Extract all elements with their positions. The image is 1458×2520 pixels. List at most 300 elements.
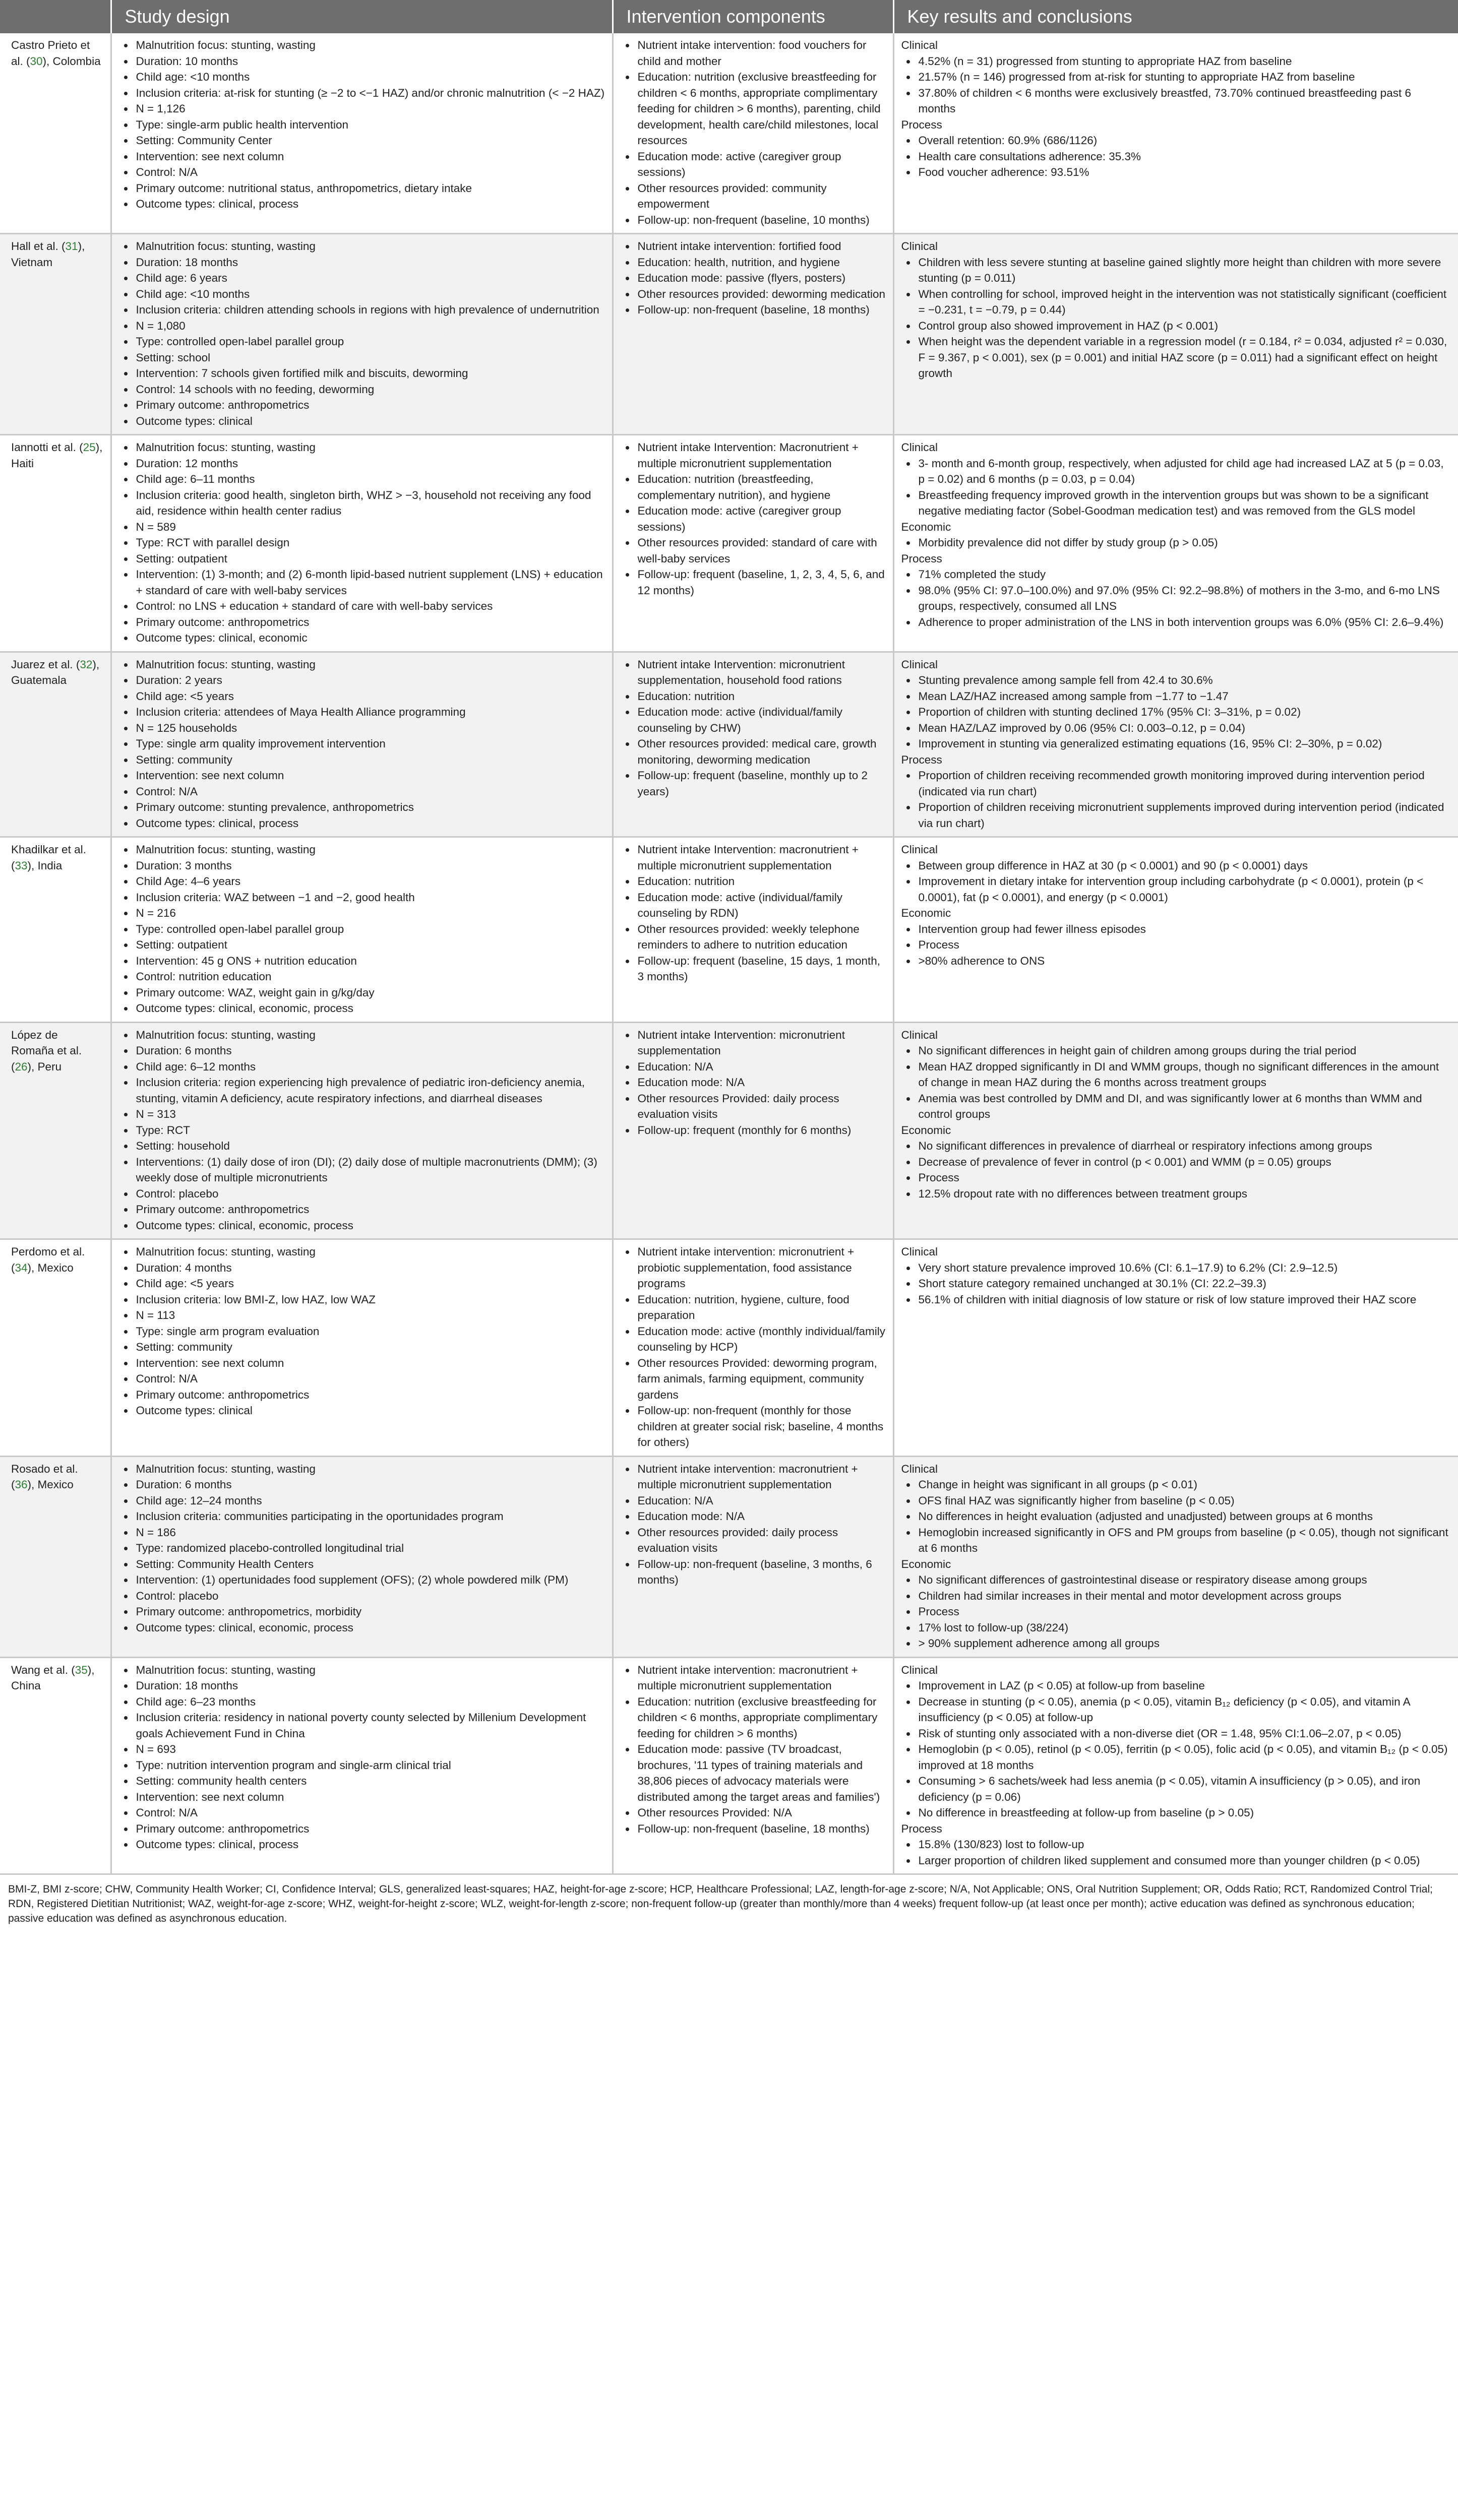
intervention-components-cell <box>613 435 893 652</box>
design-item: Setting: community health centers <box>119 1773 605 1789</box>
design-item: Primary outcome: anthropometrics <box>119 1202 605 1218</box>
results-section-heading: Clinical <box>901 1462 938 1475</box>
component-item: Follow-up: frequent (baseline, monthly up to 2 years) <box>621 768 886 799</box>
result-item: Health care consultations adherence: 35.3% <box>901 149 1451 165</box>
components-list <box>621 842 886 985</box>
component-item: Nutrient intake intervention: fortified food <box>621 238 886 255</box>
result-item: No significant differences in height gain of children among groups during the trial period <box>901 1043 1451 1059</box>
results-section-heading: Process <box>901 1822 942 1835</box>
study-design-list <box>119 842 605 1017</box>
result-item: Mean LAZ/HAZ increased among sample from −1.77 to −1.47 <box>901 688 1451 705</box>
components-list <box>621 37 886 228</box>
result-item: Overall retention: 60.9% (686/1126) <box>901 133 1451 149</box>
study-country: ), Vietnam <box>11 240 85 269</box>
result-item: No differences in height evaluation (adjusted and unadjusted) between groups at 6 months <box>901 1508 1451 1525</box>
study-author: López de Romaña et al. ( <box>11 1028 82 1073</box>
results-list <box>901 1678 1451 1821</box>
results-section-heading: Clinical <box>901 441 938 454</box>
design-item: Primary outcome: anthropometrics <box>119 1821 605 1837</box>
design-item: N = 125 households <box>119 720 605 736</box>
components-list <box>621 238 886 318</box>
design-item: Type: RCT with parallel design <box>119 535 605 551</box>
study-country: ), India <box>27 859 63 872</box>
study-cell <box>0 652 111 837</box>
design-item: Intervention: 45 g ONS + nutrition education <box>119 953 605 969</box>
table-row <box>0 837 1458 1023</box>
study-country: ), Mexico <box>27 1478 74 1491</box>
design-item: Control: N/A <box>119 164 605 180</box>
design-item: Control: placebo <box>119 1588 605 1604</box>
table-row <box>0 1456 1458 1657</box>
result-item: Very short stature prevalence improved 10.6% (CI: 6.1–17.9) to 6.2% (CI: 2.9–12.5) <box>901 1260 1451 1276</box>
design-item: Duration: 18 months <box>119 1678 605 1694</box>
reference-link[interactable]: 25 <box>83 441 96 454</box>
component-item: Other resources Provided: deworming program, farm animals, farming equipment, community gardens <box>621 1355 886 1403</box>
design-item: Type: randomized placebo-controlled longitudinal trial <box>119 1540 605 1556</box>
design-item: N = 113 <box>119 1307 605 1324</box>
design-item: Child age: <10 months <box>119 286 605 302</box>
component-item: Education mode: active (caregiver group sessions) <box>621 503 886 535</box>
results-section-heading: Clinical <box>901 843 938 856</box>
result-item: Process <box>901 1170 1451 1186</box>
design-item: Control: placebo <box>119 1186 605 1202</box>
result-item: Children with less severe stunting at baseline gained slightly more height than children with more severe stunting (p = 0.011) <box>901 255 1451 286</box>
header-study-design: Study design <box>111 0 613 33</box>
study-design-cell <box>111 435 613 652</box>
result-item: Anemia was best controlled by DMM and DI, and was significantly lower at 6 months than WMM and control groups <box>901 1091 1451 1122</box>
results-list <box>901 456 1451 519</box>
result-item: Decrease of prevalence of fever in control (p < 0.001) and WMM (p = 0.05) groups <box>901 1154 1451 1170</box>
results-list <box>901 858 1451 906</box>
reference-link[interactable]: 33 <box>15 859 28 872</box>
component-item: Follow-up: non-frequent (baseline, 18 months) <box>621 302 886 318</box>
result-item: Breastfeeding frequency improved growth in the intervention groups but was shown to be a significant negative mediating factor (Sobel-Goodman medication test) and was removed from the GLS model <box>901 487 1451 519</box>
design-item: Type: nutrition intervention program and single-arm clinical trial <box>119 1757 605 1774</box>
result-item: Intervention group had fewer illness episodes <box>901 921 1451 937</box>
design-item: N = 693 <box>119 1741 605 1757</box>
design-item: N = 1,126 <box>119 101 605 117</box>
component-item: Education mode: active (monthly individual/family counseling by HCP) <box>621 1324 886 1355</box>
component-item: Nutrient intake Intervention: macronutrient + multiple micronutrient supplementation <box>621 842 886 873</box>
design-item: Outcome types: clinical, process <box>119 1837 605 1853</box>
design-item: Setting: community <box>119 1339 605 1355</box>
table-row <box>0 33 1458 234</box>
result-item: Adherence to proper administration of the LNS in both intervention groups was 6.0% (95% CI: 2.6–9.4%) <box>901 614 1451 631</box>
study-cell <box>0 234 111 435</box>
intervention-components-cell <box>613 1022 893 1239</box>
study-design-cell <box>111 1657 613 1874</box>
result-item: Short stature category remained unchanged at 30.1% (CI: 22.2–39.3) <box>901 1276 1451 1292</box>
results-section-heading: Clinical <box>901 658 938 671</box>
result-item: Mean HAZ dropped significantly in DI and WMM groups, though no significant differences in the amount of change in mean HAZ during the 6 months across treatment groups <box>901 1059 1451 1091</box>
reference-link[interactable]: 26 <box>15 1060 28 1073</box>
design-item: Inclusion criteria: children attending schools in regions with high prevalence of undernutrition <box>119 302 605 318</box>
design-item: Primary outcome: anthropometrics <box>119 397 605 413</box>
intervention-components-cell <box>613 837 893 1023</box>
study-country: ), China <box>11 1663 95 1692</box>
study-country: ), Peru <box>27 1060 62 1073</box>
component-item: Nutrient intake Intervention: micronutrient supplementation, household food rations <box>621 657 886 688</box>
result-item: 17% lost to follow-up (38/224) <box>901 1620 1451 1636</box>
design-item: Outcome types: clinical, economic, process <box>119 1620 605 1636</box>
design-item: Intervention: see next column <box>119 1789 605 1805</box>
design-item: Primary outcome: nutritional status, anthropometrics, dietary intake <box>119 180 605 197</box>
design-item: Malnutrition focus: stunting, wasting <box>119 1461 605 1477</box>
design-item: Inclusion criteria: at-risk for stunting (≥ −2 to <−1 HAZ) and/or chronic malnutrition (< −2 HAZ) <box>119 85 605 101</box>
design-item: Malnutrition focus: stunting, wasting <box>119 657 605 673</box>
design-item: Duration: 6 months <box>119 1477 605 1493</box>
key-results-cell <box>893 1657 1458 1874</box>
study-country: ), Guatemala <box>11 658 100 686</box>
results-list <box>901 672 1451 752</box>
reference-link[interactable]: 31 <box>65 240 78 253</box>
design-item: Primary outcome: WAZ, weight gain in g/kg/day <box>119 985 605 1001</box>
design-item: Inclusion criteria: region experiencing high prevalence of pediatric iron-deficiency anemia, stunting, vitamin A deficiency, acute respiratory infections, and diarrheal diseases <box>119 1075 605 1106</box>
study-author: Castro Prieto et al. ( <box>11 39 90 68</box>
design-item: Primary outcome: anthropometrics <box>119 614 605 631</box>
design-item: Control: N/A <box>119 1805 605 1821</box>
design-item: Intervention: see next column <box>119 149 605 165</box>
intervention-components-cell <box>613 1456 893 1657</box>
results-section-heading: Clinical <box>901 1663 938 1676</box>
study-design-cell <box>111 234 613 435</box>
key-results-cell <box>893 435 1458 652</box>
header-row <box>0 0 1458 33</box>
result-item: Control group also showed improvement in HAZ (p < 0.001) <box>901 318 1451 334</box>
study-country: ), Haiti <box>11 441 103 470</box>
intervention-components-cell <box>613 1657 893 1874</box>
design-item: Child age: 12–24 months <box>119 1493 605 1509</box>
result-item: When controlling for school, improved height in the intervention was not statistically significant (coefficient = −0.231, t = −0.79, p = 0.44) <box>901 286 1451 318</box>
result-item: Proportion of children receiving recommended growth monitoring improved during intervention period (indicated via run chart) <box>901 768 1451 799</box>
design-item: N = 1,080 <box>119 318 605 334</box>
key-results-cell <box>893 1239 1458 1457</box>
result-item: Stunting prevalence among sample fell from 42.4 to 30.6% <box>901 672 1451 688</box>
results-list <box>901 1477 1451 1556</box>
results-section-heading: Economic <box>901 520 951 533</box>
result-item: OFS final HAZ was significantly higher from baseline (p < 0.05) <box>901 1493 1451 1509</box>
design-item: Duration: 6 months <box>119 1043 605 1059</box>
component-item: Follow-up: frequent (baseline, 15 days, 1 month, 3 months) <box>621 953 886 985</box>
study-design-list <box>119 657 605 832</box>
result-item: > 90% supplement adherence among all groups <box>901 1635 1451 1652</box>
components-list <box>621 657 886 800</box>
intervention-components-cell <box>613 234 893 435</box>
results-section-heading: Clinical <box>901 1028 938 1041</box>
table-footnote: BMI-Z, BMI z-score; CHW, Community Health Worker; CI, Confidence Interval; GLS, generalized least-squares; HAZ, height-for-age z-score; HCP, Healthcare Professional; LAZ, length-for-age z-score; N/A, Not Applicable; ONS, Oral Nutrition Supplement; OR, Odds Ratio; RCT, Randomized Control Trial; RDN, Registered Dietitian Nutritionist; WAZ, weight-for-age z-score; WHZ, weight-for-height z-score; WLZ, weight-for-length z-score; non-frequent follow-up (greater than monthly/more than 4 weeks) frequent follow-up (at least once per month); active education was defined as synchronous education; passive education was defined as asynchronous education. <box>8 1883 1433 1924</box>
component-item: Nutrient intake Intervention: Macronutrient + multiple micronutrient supplementation <box>621 439 886 471</box>
design-item: Intervention: (1) 3-month; and (2) 6-month lipid-based nutrient supplement (LNS) + education + standard of care with well-baby services <box>119 566 605 598</box>
study-cell <box>0 1022 111 1239</box>
design-item: Child age: 6–23 months <box>119 1694 605 1710</box>
result-item: 4.52% (n = 31) progressed from stunting to appropriate HAZ from baseline <box>901 53 1451 70</box>
reference-link[interactable]: 36 <box>15 1478 28 1491</box>
component-item: Education mode: active (individual/family counseling by RDN) <box>621 890 886 921</box>
study-cell <box>0 33 111 234</box>
component-item: Education: N/A <box>621 1059 886 1075</box>
design-item: Intervention: see next column <box>119 768 605 784</box>
results-list <box>901 1837 1451 1868</box>
reference-link[interactable]: 34 <box>15 1261 28 1274</box>
study-author: Perdomo et al. ( <box>11 1245 85 1274</box>
design-item: Outcome types: clinical <box>119 413 605 429</box>
study-design-cell <box>111 837 613 1023</box>
results-list <box>901 1572 1451 1652</box>
study-country: ), Colombia <box>42 54 101 68</box>
table-header <box>0 0 1458 33</box>
table-body <box>0 33 1458 1874</box>
result-item: 56.1% of children with initial diagnosis of low stature or risk of low stature improved their HAZ score <box>901 1292 1451 1308</box>
study-design-cell <box>111 1456 613 1657</box>
design-item: Type: single-arm public health intervention <box>119 117 605 133</box>
design-item: Control: nutrition education <box>119 969 605 985</box>
results-section-heading: Process <box>901 552 942 565</box>
component-item: Nutrient intake intervention: micronutrient + probiotic supplementation, food assistance programs <box>621 1244 886 1292</box>
key-results-cell <box>893 1456 1458 1657</box>
study-design-list <box>119 1461 605 1636</box>
result-item: No significant differences of gastrointestinal disease or respiratory disease among groups <box>901 1572 1451 1588</box>
results-list <box>901 1260 1451 1308</box>
result-item: Consuming > 6 sachets/week had less anemia (p < 0.05), vitamin A insufficiency (p > 0.05), and iron deficiency (p = 0.06) <box>901 1773 1451 1805</box>
result-item: Proportion of children with stunting declined 17% (95% CI: 3–31%, p = 0.02) <box>901 704 1451 720</box>
design-item: Malnutrition focus: stunting, wasting <box>119 1662 605 1678</box>
design-item: Primary outcome: anthropometrics <box>119 1387 605 1403</box>
result-item: Improvement in LAZ (p < 0.05) at follow-up from baseline <box>901 1678 1451 1694</box>
design-item: Child age: 6 years <box>119 270 605 286</box>
result-item: 71% completed the study <box>901 566 1451 583</box>
study-design-list <box>119 1662 605 1853</box>
component-item: Education mode: N/A <box>621 1508 886 1525</box>
results-section-heading: Process <box>901 118 942 131</box>
study-design-list <box>119 37 605 212</box>
component-item: Education: nutrition (breastfeeding, complementary nutrition), and hygiene <box>621 471 886 503</box>
result-item: When height was the dependent variable in a regression model (r = 0.184, r² = 0.034, adjusted r² = 0.030, F = 9.367, p < 0.001), sex (p = 0.001) and initial HAZ score (p = 0.011) had a significant effect on height growth <box>901 334 1451 382</box>
design-item: Outcome types: clinical <box>119 1403 605 1419</box>
design-item: Duration: 12 months <box>119 456 605 472</box>
result-item: Children had similar increases in their mental and motor development across groups <box>901 1588 1451 1604</box>
component-item: Education mode: passive (flyers, posters) <box>621 270 886 286</box>
header-study <box>0 0 111 33</box>
study-cell <box>0 435 111 652</box>
result-item: Change in height was significant in all groups (p < 0.01) <box>901 1477 1451 1493</box>
design-item: Type: single arm program evaluation <box>119 1324 605 1340</box>
intervention-components-cell <box>613 652 893 837</box>
design-item: Primary outcome: stunting prevalence, anthropometrics <box>119 799 605 815</box>
design-item: Child Age: 4–6 years <box>119 873 605 890</box>
result-item: 15.8% (130/823) lost to follow-up <box>901 1837 1451 1853</box>
result-item: 12.5% dropout rate with no differences between treatment groups <box>901 1186 1451 1202</box>
result-item: Morbidity prevalence did not differ by study group (p > 0.05) <box>901 535 1451 551</box>
component-item: Other resources provided: community empowerment <box>621 180 886 212</box>
design-item: Malnutrition focus: stunting, wasting <box>119 37 605 53</box>
table-row <box>0 234 1458 435</box>
design-item: N = 186 <box>119 1525 605 1541</box>
design-item: Duration: 3 months <box>119 858 605 874</box>
result-item: No significant differences in prevalence of diarrheal or respiratory infections among groups <box>901 1138 1451 1154</box>
result-item: Food voucher adherence: 93.51% <box>901 164 1451 180</box>
study-cell <box>0 837 111 1023</box>
table-row <box>0 1022 1458 1239</box>
components-list <box>621 439 886 598</box>
design-item: N = 313 <box>119 1106 605 1122</box>
result-item: 21.57% (n = 146) progressed from at-risk for stunting to appropriate HAZ from baseline <box>901 69 1451 85</box>
results-section-heading: Economic <box>901 1123 951 1137</box>
design-item: Child age: <5 years <box>119 688 605 705</box>
design-item: Type: single arm quality improvement intervention <box>119 736 605 752</box>
design-item: Setting: outpatient <box>119 937 605 953</box>
design-item: Child age: 6–11 months <box>119 471 605 487</box>
header-intervention-components: Intervention components <box>613 0 893 33</box>
component-item: Education mode: active (individual/family counseling by CHW) <box>621 704 886 736</box>
study-design-cell <box>111 652 613 837</box>
component-item: Education: nutrition <box>621 873 886 890</box>
design-item: Intervention: see next column <box>119 1355 605 1371</box>
results-section-heading: Clinical <box>901 240 938 253</box>
component-item: Follow-up: non-frequent (baseline, 18 months) <box>621 1821 886 1837</box>
study-author: Khadilkar et al. ( <box>11 843 86 872</box>
design-item: Duration: 2 years <box>119 672 605 688</box>
table-row <box>0 1657 1458 1874</box>
components-list <box>621 1244 886 1451</box>
component-item: Nutrient intake intervention: macronutrient + multiple micronutrient supplementation <box>621 1662 886 1694</box>
results-section-heading: Clinical <box>901 1245 938 1258</box>
component-item: Education: health, nutrition, and hygiene <box>621 255 886 271</box>
study-design-list <box>119 1027 605 1234</box>
component-item: Other resources Provided: N/A <box>621 1805 886 1821</box>
design-item: Inclusion criteria: WAZ between −1 and −2, good health <box>119 890 605 906</box>
reference-link[interactable]: 35 <box>75 1663 88 1676</box>
intervention-components-cell <box>613 33 893 234</box>
design-item: Type: controlled open-label parallel group <box>119 921 605 937</box>
design-item: Malnutrition focus: stunting, wasting <box>119 439 605 456</box>
design-item: Inclusion criteria: attendees of Maya Health Alliance programming <box>119 704 605 720</box>
results-list <box>901 1043 1451 1122</box>
design-item: Malnutrition focus: stunting, wasting <box>119 238 605 255</box>
result-item: Mean HAZ/LAZ improved by 0.06 (95% CI: 0.003–0.12, p = 0.04) <box>901 720 1451 736</box>
results-list <box>901 535 1451 551</box>
result-item: Hemoglobin increased significantly in OFS and PM groups from baseline (p < 0.05), though not significant at 6 months <box>901 1525 1451 1556</box>
design-item: Outcome types: clinical, economic <box>119 630 605 646</box>
design-item: Outcome types: clinical, process <box>119 196 605 212</box>
component-item: Education mode: N/A <box>621 1075 886 1091</box>
design-item: Intervention: (1) opertunidades food supplement (OFS); (2) whole powdered milk (PM) <box>119 1572 605 1588</box>
component-item: Follow-up: non-frequent (monthly for those children at greater social risk; baseline, 4 months for others) <box>621 1403 886 1451</box>
component-item: Nutrient intake intervention: food vouchers for child and mother <box>621 37 886 69</box>
study-author: Rosado et al. ( <box>11 1462 78 1491</box>
component-item: Follow-up: frequent (baseline, 1, 2, 3, 4, 5, 6, and 12 months) <box>621 566 886 598</box>
component-item: Nutrient intake intervention: macronutrient + multiple micronutrient supplementation <box>621 1461 886 1493</box>
component-item: Other resources Provided: daily process evaluation visits <box>621 1091 886 1122</box>
header-key-results: Key results and conclusions <box>893 0 1458 33</box>
design-item: Child age: 6–12 months <box>119 1059 605 1075</box>
design-item: Setting: household <box>119 1138 605 1154</box>
key-results-cell <box>893 33 1458 234</box>
component-item: Education: N/A <box>621 1493 886 1509</box>
result-item: Improvement in stunting via generalized estimating equations (16, 95% CI: 2–30%, p = 0.02) <box>901 736 1451 752</box>
components-list <box>621 1461 886 1588</box>
design-item: Outcome types: clinical, process <box>119 815 605 832</box>
results-section-heading: Clinical <box>901 39 938 51</box>
study-design-list <box>119 439 605 646</box>
design-item: Setting: outpatient <box>119 551 605 567</box>
results-list <box>901 133 1451 180</box>
component-item: Education: nutrition, hygiene, culture, food preparation <box>621 1292 886 1324</box>
component-item: Follow-up: frequent (monthly for 6 months) <box>621 1122 886 1139</box>
component-item: Other resources provided: standard of care with well-baby services <box>621 535 886 566</box>
results-section-heading: Economic <box>901 1557 951 1570</box>
results-list <box>901 1138 1451 1202</box>
reference-link[interactable]: 30 <box>30 54 43 68</box>
design-item: Child age: <10 months <box>119 69 605 85</box>
design-item: Primary outcome: anthropometrics, morbidity <box>119 1604 605 1620</box>
design-item: Duration: 10 months <box>119 53 605 70</box>
result-item: 37.80% of children < 6 months were exclusively breastfed, 73.70% continued breastfeeding past 6 months <box>901 85 1451 117</box>
design-item: Type: RCT <box>119 1122 605 1139</box>
key-results-cell <box>893 234 1458 435</box>
result-item: Larger proportion of children liked supplement and consumed more than younger children (p < 0.05) <box>901 1853 1451 1869</box>
design-item: Outcome types: clinical, economic, process <box>119 1218 605 1234</box>
results-list <box>901 566 1451 630</box>
component-item: Other resources provided: weekly telephone reminders to adhere to nutrition education <box>621 921 886 953</box>
design-item: Inclusion criteria: residency in national poverty county selected by Millenium Development goals Achievement Fund in China <box>119 1710 605 1741</box>
key-results-cell <box>893 837 1458 1023</box>
table-row <box>0 435 1458 652</box>
result-item: Improvement in dietary intake for intervention group including carbohydrate (p < 0.0001), protein (p < 0.0001), fat (p < 0.0001), and energy (p < 0.0001) <box>901 873 1451 905</box>
component-item: Education: nutrition (exclusive breastfeeding for children < 6 months, appropriate complimentary feeding for children > 6 months) <box>621 1694 886 1742</box>
component-item: Follow-up: non-frequent (baseline, 10 months) <box>621 212 886 228</box>
key-results-cell <box>893 652 1458 837</box>
study-country: ), Mexico <box>27 1261 74 1274</box>
design-item: Setting: Community Center <box>119 133 605 149</box>
study-cell <box>0 1239 111 1457</box>
results-section-heading: Process <box>901 753 942 766</box>
design-item: Child age: <5 years <box>119 1276 605 1292</box>
study-author: Hall et al. ( <box>11 240 66 253</box>
design-item: Duration: 4 months <box>119 1260 605 1276</box>
design-item: N = 589 <box>119 519 605 535</box>
design-item: Inclusion criteria: low BMI-Z, low HAZ, low WAZ <box>119 1292 605 1308</box>
design-item: Outcome types: clinical, economic, process <box>119 1000 605 1017</box>
study-cell <box>0 1456 111 1657</box>
study-design-list <box>119 1244 605 1419</box>
study-design-list <box>119 238 605 429</box>
design-item: Setting: community <box>119 752 605 768</box>
intervention-components-cell <box>613 1239 893 1457</box>
result-item: Hemoglobin (p < 0.05), retinol (p < 0.05), ferritin (p < 0.05), folic acid (p < 0.05), and vitamin B₁₂ (p < 0.05) improved at 18 months <box>901 1741 1451 1773</box>
component-item: Education: nutrition <box>621 688 886 705</box>
table-row <box>0 1239 1458 1457</box>
design-item: Intervention: 7 schools given fortified milk and biscuits, deworming <box>119 365 605 382</box>
design-item: Malnutrition focus: stunting, wasting <box>119 842 605 858</box>
design-item: Control: 14 schools with no feeding, deworming <box>119 382 605 398</box>
component-item: Nutrient intake Intervention: micronutrient supplementation <box>621 1027 886 1059</box>
result-item: Process <box>901 937 1451 953</box>
study-author: Iannotti et al. ( <box>11 441 83 454</box>
design-item: Inclusion criteria: communities participating in the oportunidades program <box>119 1508 605 1525</box>
result-item: No difference in breastfeeding at follow-up from baseline (p > 0.05) <box>901 1805 1451 1821</box>
design-item: Malnutrition focus: stunting, wasting <box>119 1244 605 1260</box>
component-item: Other resources provided: medical care, growth monitoring, deworming medication <box>621 736 886 768</box>
result-item: Decrease in stunting (p < 0.05), anemia (p < 0.05), vitamin B₁₂ deficiency (p < 0.05), and vitamin A insufficiency (p < 0.05) at follow-up <box>901 1694 1451 1726</box>
component-item: Other resources provided: deworming medication <box>621 286 886 302</box>
reference-link[interactable]: 32 <box>80 658 93 671</box>
design-item: Control: N/A <box>119 1371 605 1387</box>
components-list <box>621 1662 886 1837</box>
design-item: Duration: 18 months <box>119 255 605 271</box>
results-list <box>901 53 1451 117</box>
component-item: Education mode: active (caregiver group sessions) <box>621 149 886 180</box>
component-item: Education mode: passive (TV broadcast, brochures, '11 types of training materials and 38,806 pieces of advocacy materials were distributed among the target areas and families') <box>621 1741 886 1805</box>
